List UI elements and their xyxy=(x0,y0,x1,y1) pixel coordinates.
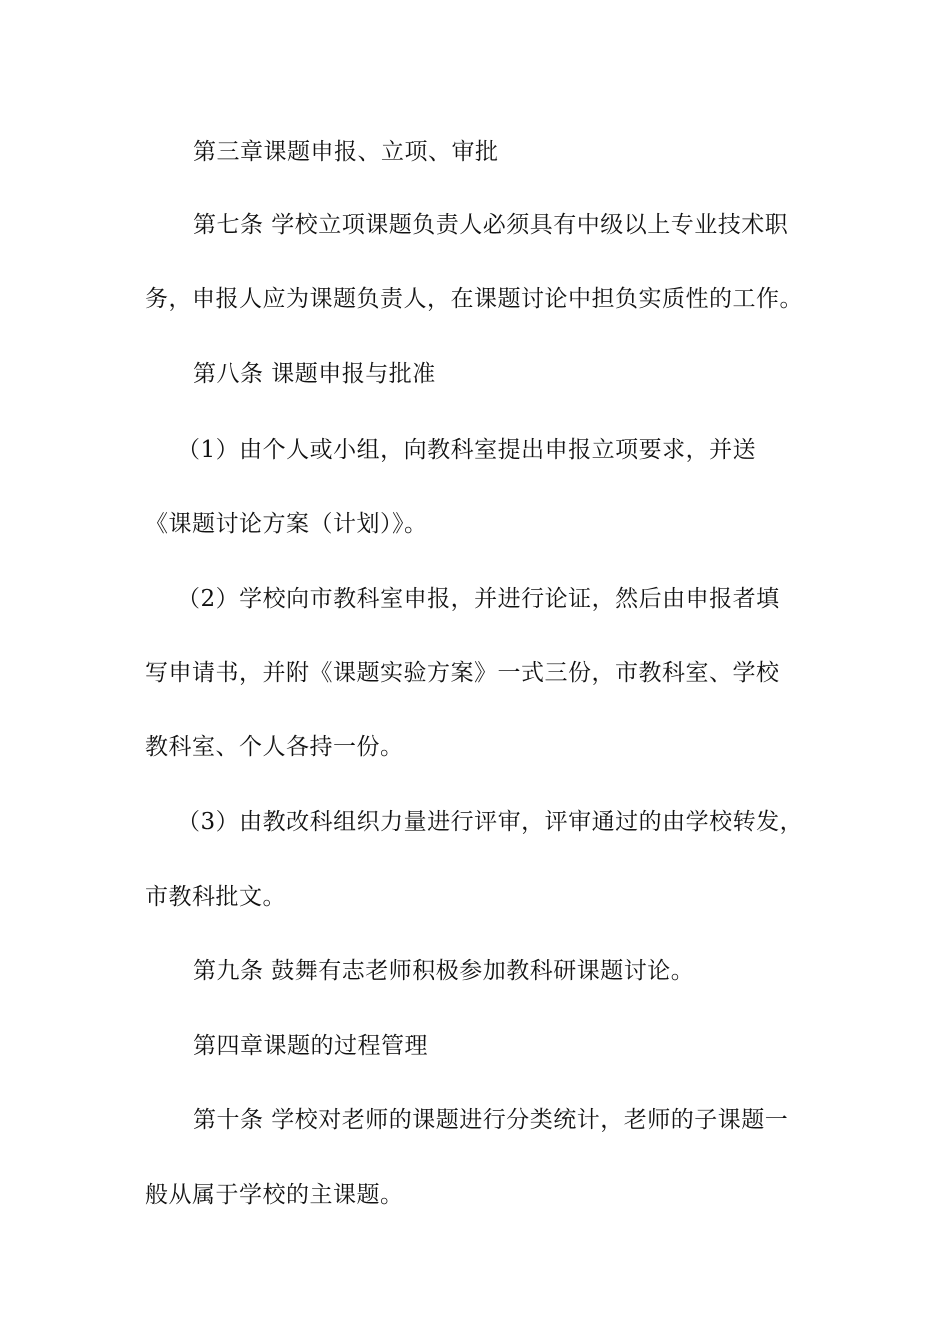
item-1-line-1: （1）由个人或小组，向教科室提出申报立项要求，并送 xyxy=(177,437,757,463)
article-ten-line-2: 般从属于学校的主课题。 xyxy=(145,1182,404,1208)
article-nine-line: 第九条 鼓舞有志老师积极参加教科研课题讨论。 xyxy=(193,958,695,984)
item-2-line-3: 教科室、个人各持一份。 xyxy=(145,734,404,760)
chapter-three-heading: 第三章课题申报、立项、审批 xyxy=(193,139,499,165)
item-2-line-1: （2）学校向市教科室申报，并进行论证，然后由申报者填 xyxy=(177,586,780,612)
chapter-four-heading: 第四章课题的过程管理 xyxy=(193,1033,428,1059)
item-1-line-2: 《课题讨论方案（计划）》。 xyxy=(145,511,428,537)
article-seven-line-1: 第七条 学校立项课题负责人必须具有中级以上专业技术职 xyxy=(193,212,789,238)
article-ten-line-1: 第十条 学校对老师的课题进行分类统计，老师的子课题一 xyxy=(193,1107,789,1133)
item-3-line-1: （3）由教改科组织力量进行评审，评审通过的由学校转发， xyxy=(177,809,804,835)
item-3-line-2: 市教科批文。 xyxy=(145,884,286,910)
article-eight-heading: 第八条 课题申报与批准 xyxy=(193,361,436,387)
article-seven-line-2: 务，申报人应为课题负责人，在课题讨论中担负实质性的工作。 xyxy=(145,286,803,312)
item-2-line-2: 写申请书，并附《课题实验方案》一式三份，市教科室、学校 xyxy=(145,660,780,686)
